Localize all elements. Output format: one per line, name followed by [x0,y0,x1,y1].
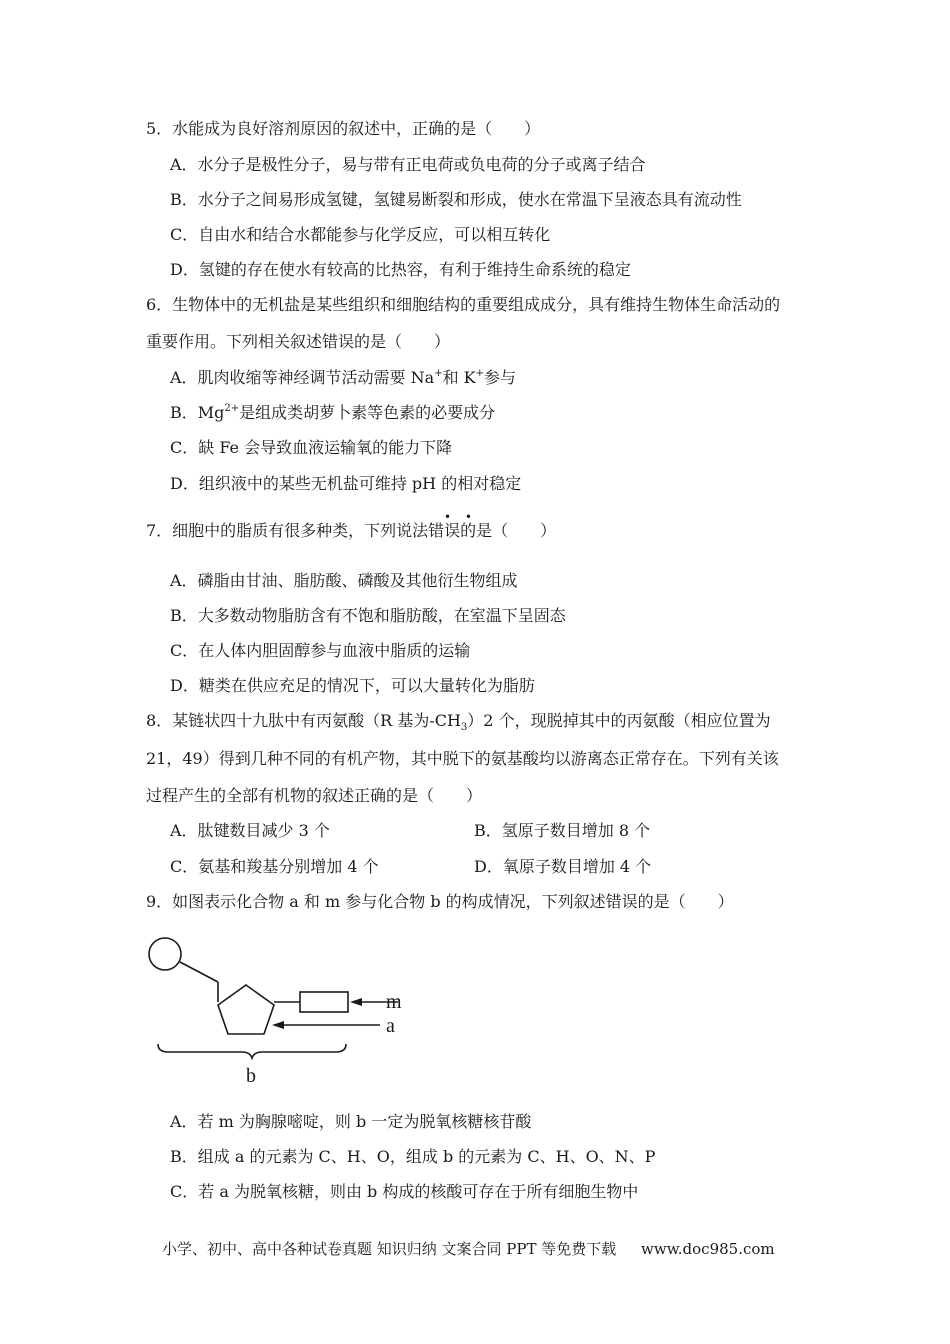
q8-option-a: A．肽键数目减少 3 个 [170,821,330,840]
q5-option-d: D．氢键的存在使水有较高的比热容，有利于维持生命系统的稳定 [170,260,631,279]
q6-option-b-sup: 2+ [224,403,240,414]
q6-option-a-mid: 和 K [442,368,476,387]
label-b: b [246,1065,256,1087]
q8-option-b: B．氢原子数目增加 8 个 [474,821,651,840]
q7-emphasis-dots: • • [444,510,477,524]
q8-option-c: C．氨基和羧基分别增加 4 个 [170,857,379,876]
footer-url[interactable]: www.doc985.com [641,1240,775,1258]
nucleotide-diagram [140,930,430,1090]
q5-option-a: A．水分子是极性分子，易与带有正电荷或负电荷的分子或离子结合 [170,155,646,174]
arrow-m-head [350,998,362,1006]
q6-option-b-pre: B．Mg [170,403,225,422]
q8-stem-line1-pre: 8．某链状四十九肽中有丙氨酸（R 基为-CH [146,711,461,730]
phosphate-circle [149,938,181,970]
q8-stem-line1-sub: 3 [460,722,468,734]
q6-option-a [170,368,516,388]
q8-stem-line3: 过程产生的全部有机物的叙述正确的是（ ） [146,786,483,805]
q6-option-b [170,403,495,423]
q8-option-d: D．氧原子数目增加 4 个 [474,857,652,876]
footer-text: 小学、初中、高中各种试卷真题 知识归纳 文案合同 PPT 等免费下载 [162,1240,617,1258]
q7-option-c: C．在人体内胆固醇参与血液中脂质的运输 [170,641,471,660]
q6-stem-line2: 重要作用。下列相关叙述错误的是（ ） [146,332,451,351]
footer [162,1238,775,1259]
q9-option-c: C．若 a 为脱氧核糖，则由 b 构成的核酸可存在于所有细胞生物中 [170,1182,639,1201]
q6-option-a-post: 参与 [484,368,517,387]
q6-stem-line1: 6．生物体中的无机盐是某些组织和细胞结构的重要组成成分，具有维持生物体生命活动的 [146,295,781,314]
q6-option-b-post: 是组成类胡萝卜素等色素的必要成分 [239,403,496,422]
q7-option-b: B．大多数动物脂肪含有不饱和脂肪酸，在室温下呈固态 [170,606,566,625]
brace-b [158,1044,346,1058]
q7-stem: 7．细胞中的脂质有很多种类，下列说法错误的是（ ） [146,521,557,540]
label-m: m [386,991,402,1013]
q9-option-b: B．组成 a 的元素为 C、H、O，组成 b 的元素为 C、H、O、N、P [170,1147,656,1166]
q9-stem: 9．如图表示化合物 a 和 m 参与化合物 b 的构成情况，下列叙述错误的是（ ） [146,892,734,911]
q9-option-a: A．若 m 为胸腺嘧啶，则 b 一定为脱氧核糖核苷酸 [170,1112,532,1131]
pentose-pentagon [218,985,274,1034]
q7-option-d: D．糖类在供应充足的情况下，可以大量转化为脂肪 [170,676,535,695]
q8-stem-line1 [146,711,771,738]
label-a: a [386,1015,395,1037]
phosphate-bond [180,962,218,982]
q6-option-d: D．组织液中的某些无机盐可维持 pH 的相对稳定 [170,474,522,493]
q7-option-a: A．磷脂由甘油、脂肪酸、磷酸及其他衍生物组成 [170,571,518,590]
q6-option-a-sup1: + [434,368,443,379]
q6-option-a-pre: A．肌肉收缩等神经调节活动需要 Na [170,368,435,387]
q5-stem: 5．水能成为良好溶剂原因的叙述中，正确的是（ ） [146,119,541,138]
base-rectangle [300,992,348,1012]
q8-stem-line2: 21，49）得到几种不同的有机产物，其中脱下的氨基酸均以游离态正常存在。下列有关该 [146,749,779,768]
q5-option-c: C．自由水和结合水都能参与化学反应，可以相互转化 [170,225,551,244]
q8-stem-line1-post: ）2 个，现脱掉其中的丙氨酸（相应位置为 [467,711,771,730]
q5-option-b: B．水分子之间易形成氢键，氢键易断裂和形成，使水在常温下呈液态具有流动性 [170,190,742,209]
arrow-a-head [272,1021,284,1029]
q6-option-a-sup2: + [475,368,485,379]
q6-option-c: C．缺 Fe 会导致血液运输氧的能力下降 [170,438,453,457]
